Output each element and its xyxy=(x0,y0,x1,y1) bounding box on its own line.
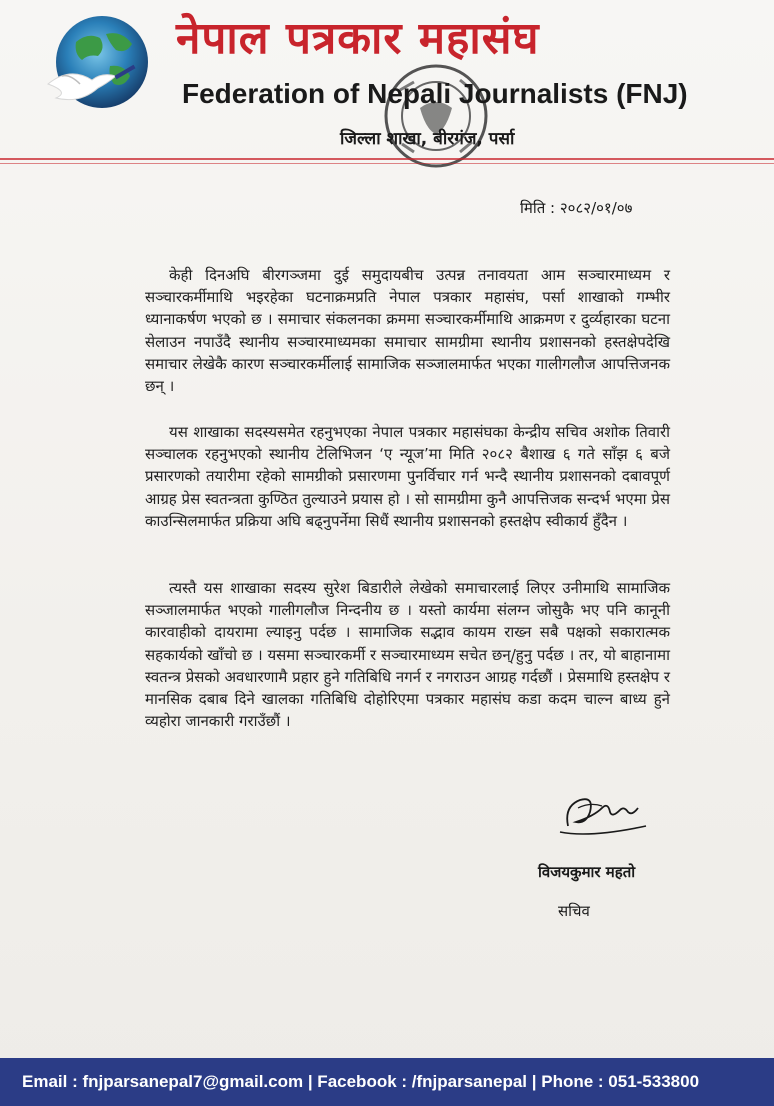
branch-stamp-icon xyxy=(380,60,492,172)
paragraph-3 xyxy=(145,577,670,732)
paragraph-2-text: यस शाखाका सदस्यसमेत रहनुभएका नेपाल पत्रकार महासंघका केन्द्रीय सचिव अशोक तिवारी सञ्चालक रहनुभएको स्थानीय टेलिभिजन ‘ए न्यूज’मा मिति २०८२ बैशाख ६ गते साँझ ६ बजे प्रसारणको तयारीमा रहेको सामग्रीको प्रसारणमा पुनर्विचार गर्न भन्दै स्थानीय प्रशासनको दबावपूर्ण आग्रह प्रेस स्वतन्त्रता कुण्ठित तुल्याउने प्रयास हो । सो सामग्रीमा कुनै आपत्तिजक सन्दर्भ भएमा प्रेस काउन्सिलमार्फत प्रक्रिया अघि बढ्नुपर्नेमा सिधैं स्थानीय प्रशासनको हस्तक्षेप स्वीकार्य हुँदैन । xyxy=(145,423,670,530)
paragraph-3-text: त्यस्तै यस शाखाका सदस्य सुरेश बिडारीले लेखेको समाचारलाई लिएर उनीमाथि सामाजिक सञ्जालमार्फत भएको गालीगलौज निन्दनीय छ । यस्तो कार्यमा संलग्न जोसुकै भए पनि कानूनी कारवाहीको दायरामा ल्याइनु पर्दछ । सामाजिक सद्भाव कायम राख्न सबै पक्षको सकारात्मक सहकार्यको खाँचो छ । यसमा सञ्चारकर्मी र सञ्चारमाध्यम सचेत छन्/हुनु पर्दछ । तर, यो बाहानामा स्वतन्त्र प्रेसको अवधारणामै प्रहार हुने गतिबिधि नगर्न र नगराउन आग्रह गर्दछौं । प्रेसमाथि हस्तक्षेप र मानसिक दबाब दिने खालका गतिबिधि दोहोरिएमा पत्रकार महासंघ कडा कदम चाल्न बाध्य हुने व्यहोरा जानकारी गराउँछौं । xyxy=(145,579,670,731)
paragraph-1-text: केही दिनअघि बीरगञ्जमा दुई समुदायबीच उत्पन्न तनावयता आम सञ्चारमाध्यम र सञ्चारकर्मीमाथि भइरहेका घटनाक्रमप्रति नेपाल पत्रकार महासंघ, पर्सा शाखाको गम्भीर ध्यानाकर्षण भएको छ । समाचार संकलनका क्रममा सञ्चारकर्मीमाथि आक्रमण र दुर्व्यहारका घटना सेलाउन नपाउँदै स्थानीय सञ्चारमाध्यमका समाचार सामग्रीमा स्थानीय प्रशासनको हस्तक्षेपदेखि समाचार लेखेकै कारण सञ्चारकर्मीलाई सामाजिक सञ्जालमार्फत भएका गालीगलौज आपत्तिजनक छन् । xyxy=(145,266,670,396)
footer-contact: Email : fnjparsanepal7@gmail.com | Facebook : /fnjparsanepal | Phone : 051-533800 xyxy=(22,1072,700,1091)
org-title-nepali: नेपाल पत्रकार महासंघ xyxy=(176,13,540,64)
signatory-title: सचिव xyxy=(558,902,590,920)
paragraph-1 xyxy=(145,264,670,397)
signature-icon xyxy=(550,786,670,846)
letter-date: मिति : २०८२/०१/०७ xyxy=(520,199,633,217)
footer-bar xyxy=(0,1058,774,1106)
signatory-name: विजयकुमार महतो xyxy=(538,863,636,881)
org-title-english: Federation of Nepali Journalists (FNJ) xyxy=(182,78,688,109)
paragraph-2 xyxy=(145,421,670,532)
fnj-logo-icon xyxy=(40,14,158,114)
header-divider xyxy=(0,158,774,168)
branch-address: जिल्ला शाखा, बीरगंज, पर्सा xyxy=(340,129,515,149)
